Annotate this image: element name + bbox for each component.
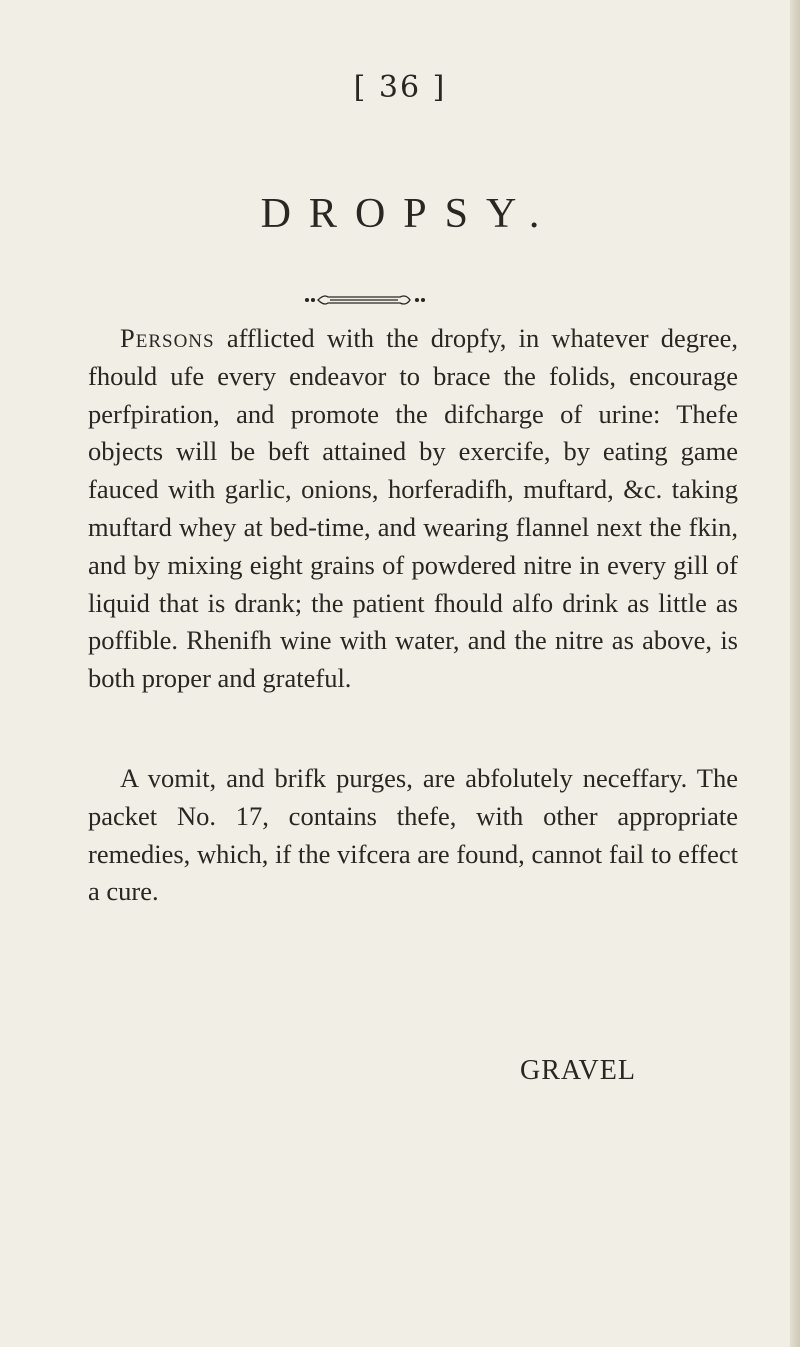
paragraph-1-text: afflicted with the dropfy, in whatever degree, fhould ufe every endeavor to brace the folids, encourage perfpiration, and promote the difcharge of urine: Thefe objects will be beft attained by exercife, by eating game fauced with garlic, onions, horferadifh, muftard, &c. taking muftard whey at bed-time, and wearing flannel next the fkin, and by mixing eight grains of powdered nitre in every gill of liquid that is drank; the patient fhould alfo drink as little as poffible. Rhenifh wine with water, and the nitre as above, is both proper and grateful. (88, 323, 738, 694)
paragraph-1-lead-word: Persons (120, 323, 215, 353)
paragraph-2 (88, 760, 738, 911)
paragraph-2-text: A vomit, and brifk purges, are abfolutely neceffary. The packet No. 17, contains thefe, with other appropriate remedies, which, if the vifcera are found, cannot fail to effect a cure. (88, 763, 738, 907)
chapter-heading: DROPSY. (260, 191, 558, 237)
ornament-rule-icon (304, 292, 426, 308)
page-number: [ 36 ] (353, 70, 447, 105)
page-edge (790, 0, 800, 1347)
catchword: GRAVEL (520, 1055, 636, 1086)
paragraph-1 (88, 320, 738, 698)
